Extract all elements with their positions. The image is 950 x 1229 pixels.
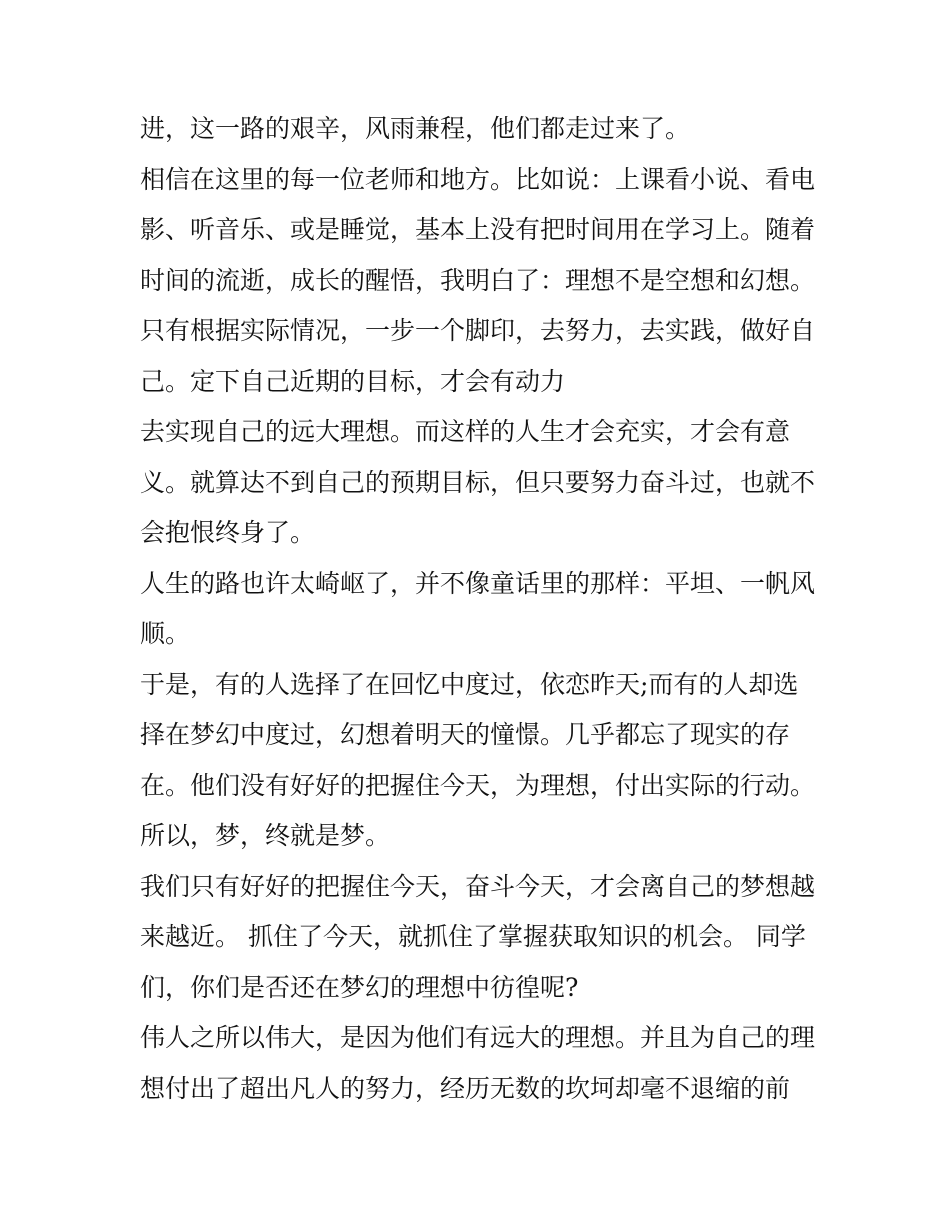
- text-line: 在。他们没有好好的把握住今天，为理想，付出实际的行动。: [140, 770, 816, 800]
- text-line: 去实现自己的远大理想。而这样的人生才会充实，才会有意: [140, 417, 791, 446]
- text-line: 相信在这里的每一位老师和地方。比如说：上课看小说、看电: [140, 164, 816, 194]
- text-line: 择在梦幻中度过，幻想着明天的憧憬。几乎都忘了现实的存: [140, 720, 791, 749]
- text-line: 伟人之所以伟大，是因为他们有远大的理想。并且为自己的理: [140, 1023, 816, 1052]
- text-line: 顺。: [140, 619, 191, 648]
- text-line: 想付出了超出凡人的努力，经历无数的坎坷却毫不退缩的前: [140, 1073, 791, 1103]
- text-line: 来越近。 抓住了今天，就抓住了掌握获取知识的机会。 同学: [140, 922, 806, 951]
- body-text: [140, 104, 830, 1114]
- text-line: 们，你们是否还在梦幻的理想中彷徨呢?: [140, 972, 579, 1002]
- text-line: 所以，梦，终就是梦。: [140, 821, 391, 850]
- text-line: 人生的路也许太崎岖了，并不像童话里的那样：平坦、一帆风: [140, 568, 816, 598]
- text-line: 义。就算达不到自己的预期目标，但只要努力奋斗过，也就不: [140, 467, 816, 497]
- text-line: 会抱恨终身了。: [140, 518, 316, 547]
- text-line: 于是，有的人选择了在回忆中度过，依恋昨天;而有的人却选: [140, 669, 799, 699]
- text-line: 进，这一路的艰辛，风雨兼程，他们都走过来了。: [140, 114, 691, 143]
- text-line: 影、听音乐、或是睡觉，基本上没有把时间用在学习上。随着: [140, 215, 816, 244]
- text-line: 时间的流逝，成长的醒悟，我明白了：理想不是空想和幻想。: [140, 265, 816, 295]
- text-line: 只有根据实际情况，一步一个脚印，去努力，去实践，做好自: [140, 316, 816, 345]
- text-line: 己。定下自己近期的目标，才会有动力: [140, 366, 566, 396]
- text-line: 我们只有好好的把握住今天，奋斗今天，才会离自己的梦想越: [140, 871, 816, 901]
